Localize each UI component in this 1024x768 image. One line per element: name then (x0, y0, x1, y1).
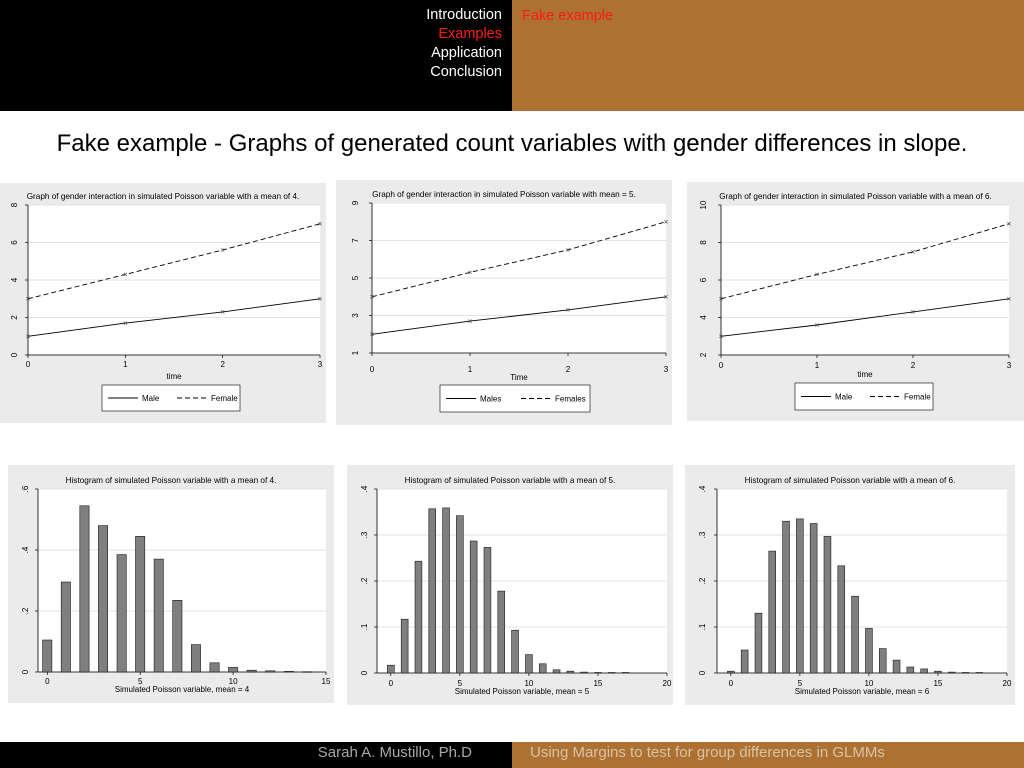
footer-title-panel (512, 742, 1024, 768)
histogram-mean-5 (347, 465, 673, 705)
histogram-bar (136, 536, 145, 672)
y-tick-label: 2 (699, 352, 708, 358)
legend-label-females: Females (555, 394, 586, 404)
histogram-bar (539, 664, 546, 673)
nav-item-examples[interactable]: Examples (438, 26, 502, 42)
histogram-bar (595, 673, 602, 674)
histogram-bar (622, 673, 629, 674)
line-chart-mean-6 (687, 182, 1024, 421)
histogram-bar (98, 526, 107, 672)
chart-title: Graph of gender interaction in simulated Poisson variable with a mean of 4. (26, 192, 300, 201)
x-tick-label: 3 (1006, 361, 1012, 370)
chart-title: Histogram of simulated Poisson variable with a mean of 6. (744, 476, 956, 485)
histogram-bar (191, 645, 200, 672)
histogram-mean-4 (8, 465, 334, 703)
chart-svg (347, 465, 673, 705)
y-tick-label: .4 (21, 546, 30, 554)
histogram-bar (303, 672, 312, 673)
y-tick-label: 0 (360, 670, 369, 676)
y-tick-label: 9 (351, 200, 360, 206)
histogram-bar (284, 671, 293, 672)
x-axis-label: Simulated Poisson variable, mean = 5 (454, 687, 590, 696)
x-tick-label: 0 (388, 679, 394, 688)
x-tick-label: 0 (369, 365, 375, 374)
header-nav-panel (0, 0, 512, 111)
chart-svg (0, 183, 326, 423)
y-tick-label: .2 (360, 577, 369, 585)
chart-svg (336, 180, 672, 425)
histogram-bar (810, 524, 817, 674)
x-axis-label: Simulated Poisson variable, mean = 6 (794, 687, 930, 696)
x-tick-label: 5 (137, 677, 143, 686)
x-tick-label: 10 (524, 679, 534, 688)
line-chart-mean-4 (0, 183, 326, 423)
histogram-bar (154, 559, 163, 672)
histogram-bar (879, 649, 886, 673)
nav-item-conclusion[interactable]: Conclusion (430, 64, 502, 80)
chart-svg (8, 465, 334, 703)
x-tick-label: 2 (220, 360, 225, 369)
histogram-bar (921, 669, 928, 673)
chart-svg (685, 465, 1015, 705)
section-nav (426, 6, 502, 82)
y-tick-label: 5 (351, 275, 360, 281)
y-tick-label: .2 (698, 577, 707, 585)
histogram-bar (443, 508, 450, 673)
histogram-bar (581, 672, 588, 673)
legend-label-female: Female (211, 394, 238, 403)
y-tick-label: 4 (10, 277, 19, 283)
histogram-bar (210, 663, 219, 672)
x-tick-label: 10 (228, 677, 238, 686)
histogram-bar (387, 665, 394, 673)
x-tick-label: 15 (321, 677, 331, 686)
x-tick-label: 0 (45, 677, 50, 686)
chart-svg (687, 182, 1024, 421)
subsection-label[interactable]: Fake example (522, 8, 614, 24)
x-tick-label: 2 (910, 361, 916, 370)
histogram-bar (755, 613, 762, 673)
x-tick-label: 1 (814, 361, 820, 370)
y-tick-label: 3 (351, 313, 360, 318)
histogram-bar (470, 541, 477, 673)
histogram-mean-6 (685, 465, 1015, 705)
y-tick-label: .1 (360, 623, 369, 631)
x-tick-label: 3 (317, 360, 323, 369)
nav-item-application[interactable]: Application (431, 45, 502, 61)
y-tick-label: .4 (698, 485, 707, 493)
histogram-bar (229, 667, 238, 672)
y-tick-label: .6 (21, 485, 30, 493)
histogram-bar (838, 566, 845, 673)
histogram-bar (866, 628, 873, 673)
x-tick-label: 0 (718, 361, 724, 370)
x-axis-label: Simulated Poisson variable, mean = 4 (114, 685, 250, 694)
histogram-bar (935, 671, 942, 673)
histogram-bar (769, 551, 776, 673)
legend-label-males: Males (480, 394, 502, 404)
histogram-bar (976, 673, 983, 674)
histogram-bar (117, 555, 126, 672)
histogram-bar (512, 630, 519, 673)
x-axis-label: time (857, 370, 873, 379)
histogram-bar (247, 670, 256, 672)
histogram-bar (962, 673, 969, 674)
histogram-bar (266, 671, 275, 672)
y-tick-label: 6 (10, 240, 19, 245)
histogram-bar (567, 671, 574, 673)
histogram-bar (948, 672, 955, 673)
x-tick-label: 3 (663, 365, 669, 374)
histogram-bar (498, 591, 505, 673)
histogram-bar (783, 521, 790, 673)
histogram-bar (608, 673, 615, 674)
legend-label-female: Female (904, 392, 931, 402)
footer-author-panel (0, 742, 512, 768)
y-tick-label: 1 (351, 350, 360, 356)
chart-title: Histogram of simulated Poisson variable with a mean of 5. (404, 476, 616, 485)
y-tick-label: 8 (699, 240, 708, 245)
legend-label-male: Male (835, 392, 853, 402)
slide-title: Fake example - Graphs of generated count variables with gender differences in slope. (56, 130, 968, 157)
y-tick-label: 4 (699, 315, 708, 320)
y-tick-label: .3 (698, 531, 707, 539)
y-tick-label: 2 (10, 315, 19, 320)
x-tick-label: 5 (457, 679, 463, 688)
histogram-bar (429, 509, 436, 673)
x-tick-label: 10 (864, 679, 874, 688)
x-tick-label: 0 (728, 679, 734, 688)
histogram-bar (80, 506, 89, 672)
histogram-bar (907, 667, 914, 673)
x-axis-label: Time (510, 373, 528, 382)
x-tick-label: 1 (467, 365, 473, 374)
histogram-bar (727, 671, 734, 673)
chart-title: Histogram of simulated Poisson variable with a mean of 4. (65, 476, 277, 485)
y-tick-label: 7 (351, 238, 360, 243)
y-tick-label: .1 (698, 623, 707, 631)
histogram-bar (484, 547, 491, 673)
histogram-bar (824, 536, 831, 673)
histogram-bar (893, 660, 900, 673)
histogram-bar (741, 650, 748, 673)
x-tick-label: 2 (565, 365, 571, 374)
line-chart-mean-5 (336, 180, 672, 425)
histogram-bar (61, 582, 70, 672)
x-tick-label: 20 (662, 679, 672, 688)
legend-label-male: Male (142, 394, 160, 403)
x-tick-label: 20 (1002, 679, 1012, 688)
y-tick-label: 0 (10, 352, 19, 358)
footer-talk-title: Using Margins to test for group differences in GLMMs (530, 744, 885, 761)
histogram-bar (43, 640, 52, 672)
y-tick-label: 0 (698, 670, 707, 676)
nav-item-introduction[interactable]: Introduction (426, 7, 502, 23)
x-axis-label: time (166, 372, 182, 381)
x-tick-label: 1 (123, 360, 128, 369)
histogram-bar (415, 561, 422, 673)
histogram-bar (796, 519, 803, 673)
histogram-bar (852, 596, 859, 673)
histogram-bar (173, 600, 182, 672)
histogram-bar (456, 516, 463, 673)
y-tick-label: .2 (21, 607, 30, 615)
x-tick-label: 0 (25, 360, 31, 369)
histogram-bar (553, 670, 560, 673)
y-tick-label: 6 (699, 277, 708, 283)
header-section-panel (512, 0, 1024, 111)
x-tick-label: 5 (797, 679, 803, 688)
chart-title: Graph of gender interaction in simulated Poisson variable with a mean of 6. (719, 192, 992, 201)
chart-title: Graph of gender interaction in simulated Poisson variable with mean = 5. (372, 190, 636, 199)
footer-author: Sarah A. Mustillo, Ph.D (317, 744, 472, 761)
y-tick-label: 8 (10, 202, 19, 208)
x-tick-label: 15 (593, 679, 603, 688)
y-tick-label: .3 (360, 531, 369, 539)
y-tick-label: .4 (360, 485, 369, 493)
histogram-bar (526, 655, 533, 673)
x-tick-label: 15 (933, 679, 943, 688)
y-tick-label: 10 (699, 200, 708, 210)
y-tick-label: 0 (21, 669, 30, 675)
histogram-bar (401, 619, 408, 673)
